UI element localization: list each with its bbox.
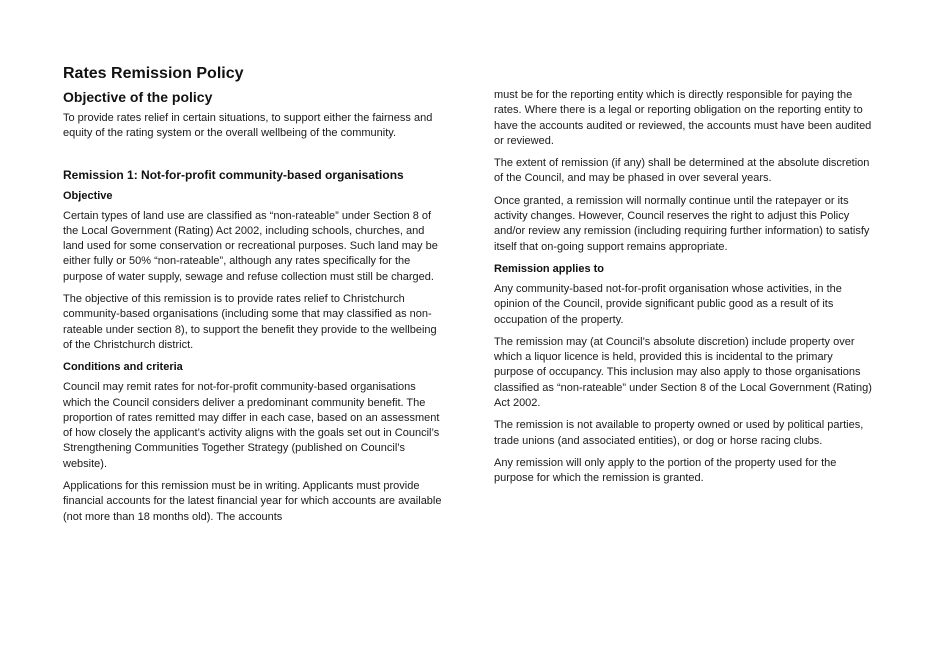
applies-paragraph-2: The remission may (at Council’s absolute discretion) include property over which a liquor licence is held, provided this is incidental to the primary purpose of occupancy. This inclusion may also apply to those organisations classified as “non-rateable” under Section 8 of the Local Government (Rating) Act 2002. [494, 335, 872, 410]
applies-paragraph-1: Any community-based not-for-profit organisation whose activities, in the opinion of the Council, provide significant public good as a result of its occupation of the property. [494, 282, 842, 326]
remission-objective-subheading: Objective [63, 189, 113, 202]
conditions-paragraph-2: Applications for this remission must be in writing. Applicants must provide financial accounts for the latest financial year for which accounts are available (not more than 18 months old). The accounts [63, 480, 442, 523]
conditions-paragraph-3: The extent of remission (if any) shall be determined at the absolute discretion of the Council, and may be phased in over several years. [494, 157, 870, 185]
applies-paragraph-4: Any remission will only apply to the portion of the property used for the purpose for which the remission is granted. [494, 456, 837, 485]
objective-heading: Objective of the policy [63, 89, 213, 105]
conditions-subheading: Conditions and criteria [63, 361, 183, 374]
remission-objective-paragraph-1: Certain types of land use are classified as “non-rateable” under Section 8 of the Local Government (Rating) Act 2002, including schools, churches, and land used for some conservation or recreational purposes. Such land may be either fully or 50% “non-rateable”, although any rates specifically for the purpose of water supply, sewage and refuse collection must still be charged. [63, 209, 438, 283]
left-column [63, 64, 443, 532]
right-column [494, 88, 874, 494]
document-title: Rates Remission Policy [63, 65, 244, 82]
conditions-paragraph-4: Once granted, a remission will normally continue until the ratepayer or its activity changes. However, Council reserves the right to adjust this Policy and/or review any remission (including requiring further information) to satisfy itself that on-going support remains appropriate. [494, 194, 870, 253]
conditions-paragraph-2-continued: must be for the reporting entity which is directly responsible for paying the rates. Where there is a legal or reporting obligation on the reporting entity to have the accounts audited or reviewed, the accounts must have been audited or reviewed. [494, 89, 872, 147]
applies-subheading: Remission applies to [494, 262, 605, 275]
objective-paragraph: To provide rates relief in certain situations, to support either the fairness and equity of the rating system or the overall wellbeing of the community. [63, 112, 433, 140]
applies-paragraph-3: The remission is not available to property owned or used by political parties, trade unions (and associated entities), or dog or horse racing clubs. [494, 419, 864, 447]
remission-objective-paragraph-2: The objective of this remission is to provide rates relief to Christchurch community-based organisations (including some that may classified as non-rateable under section 8), to support the benefit they provide to the wellbeing of the Christchurch district. [63, 293, 437, 351]
remission-1-heading: Remission 1: Not-for-profit community-based organisations [63, 167, 404, 182]
conditions-paragraph-1: Council may remit rates for not-for-profit community-based organisations which the Council considers deliver a predominant community benefit. The proportion of rates remitted may differ in each case, based on an assessment of how closely the applicant’s activity aligns with the goals set out in Council’s Strengthening Communities Together Strategy (published on Council’s website). [63, 381, 440, 470]
